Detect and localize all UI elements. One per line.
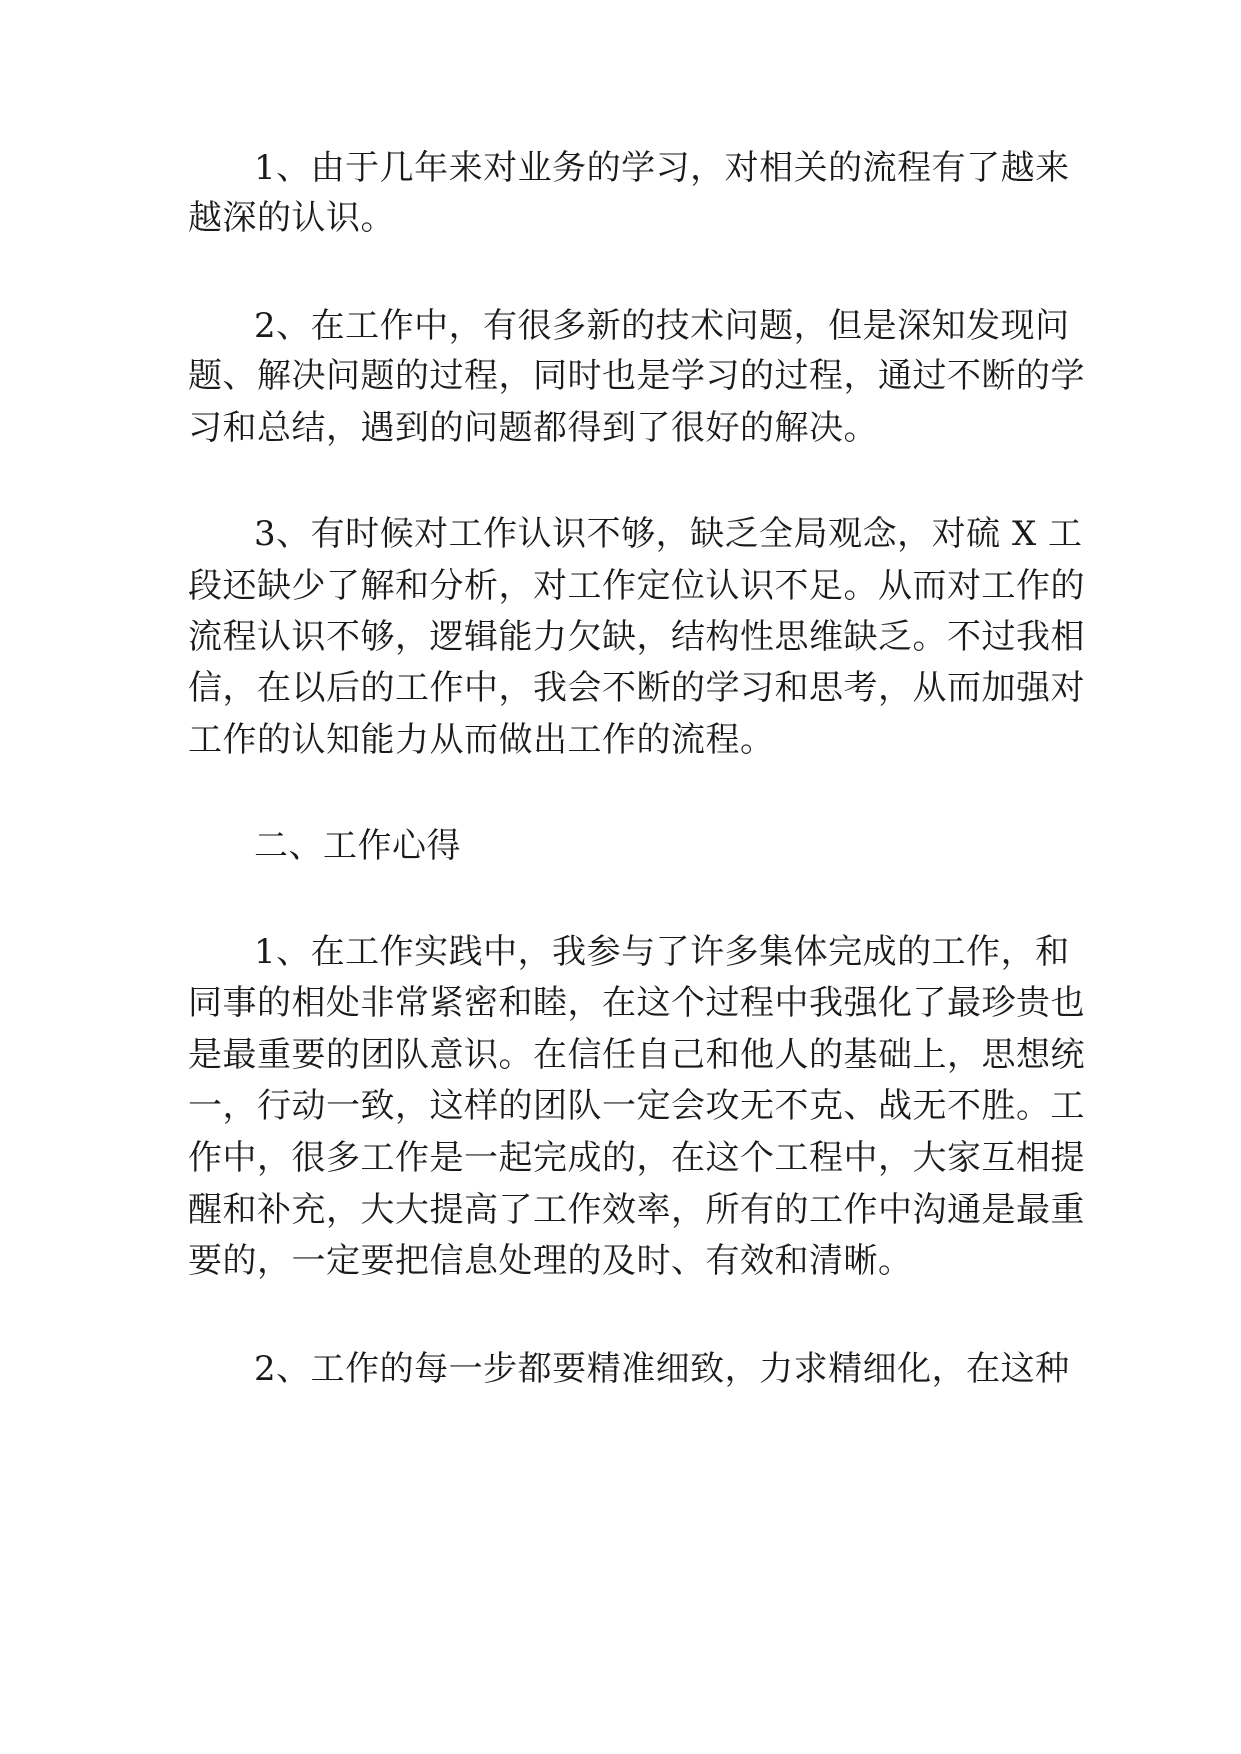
paragraph-2-line-3: 习和总结，遇到的问题都得到了很好的解决。 — [188, 408, 878, 448]
paragraph-4-line-6: 醒和补充，大大提高了工作效率，所有的工作中沟通是最重 — [188, 1190, 1085, 1230]
paragraph-3-line-4: 信，在以后的工作中，我会不断的学习和思考，从而加强对 — [188, 668, 1085, 708]
paragraph-4-line-2: 同事的相处非常紧密和睦，在这个过程中我强化了最珍贵也 — [188, 983, 1085, 1023]
section-heading: 二、工作心得 — [254, 826, 461, 866]
paragraph-4-line-7: 要的，一定要把信息处理的及时、有效和清晰。 — [188, 1241, 913, 1281]
paragraph-1-line-2: 越深的认识。 — [188, 198, 395, 238]
paragraph-4-line-3: 是最重要的团队意识。在信任自己和他人的基础上，思想统 — [188, 1035, 1085, 1075]
paragraph-3-line-3: 流程认识不够，逻辑能力欠缺，结构性思维缺乏。不过我相 — [188, 617, 1085, 657]
paragraph-5-line-1: 2、工作的每一步都要精准细致，力求精细化，在这种 — [254, 1349, 1070, 1389]
paragraph-3-line-1: 3、有时候对工作认识不够，缺乏全局观念，对硫 X 工 — [254, 514, 1083, 554]
paragraph-3-line-2: 段还缺少了解和分析，对工作定位认识不足。从而对工作的 — [188, 566, 1085, 606]
paragraph-2-line-2: 题、解决问题的过程，同时也是学习的过程，通过不断的学 — [188, 356, 1085, 396]
paragraph-4-line-5: 作中，很多工作是一起完成的，在这个工程中，大家互相提 — [188, 1138, 1085, 1178]
paragraph-1-line-1: 1、由于几年来对业务的学习，对相关的流程有了越来 — [254, 148, 1070, 188]
paragraph-2-line-1: 2、在工作中，有很多新的技术问题，但是深知发现问 — [254, 306, 1070, 346]
paragraph-4-line-4: 一，行动一致，这样的团队一定会攻无不克、战无不胜。工 — [188, 1086, 1085, 1126]
paragraph-3-line-5: 工作的认知能力从而做出工作的流程。 — [188, 720, 775, 760]
paragraph-4-line-1: 1、在工作实践中，我参与了许多集体完成的工作，和 — [254, 932, 1070, 972]
